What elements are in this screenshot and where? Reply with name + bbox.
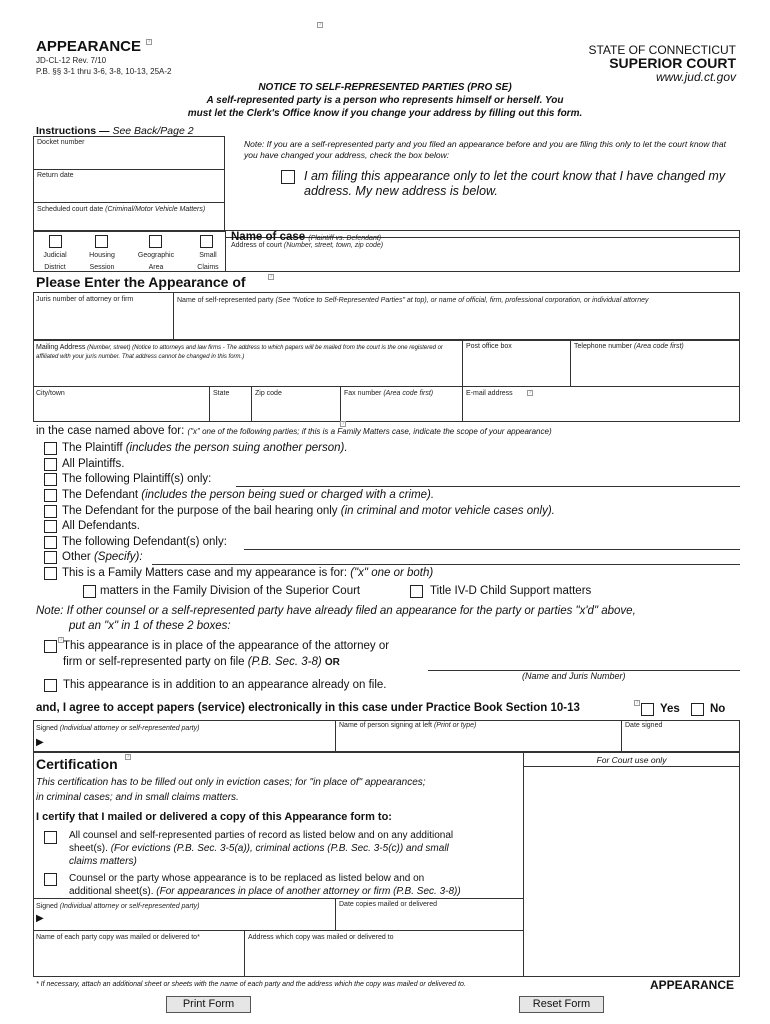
certification-heading: Certification bbox=[36, 756, 118, 772]
title-iv-label: Title IV-D Child Support matters bbox=[430, 585, 592, 597]
option-label: The following Plaintiff(s) only: bbox=[62, 473, 212, 485]
juris-number-field[interactable]: Juris number of attorney or firm bbox=[36, 296, 134, 303]
pointer-icon: ▶ bbox=[36, 737, 44, 748]
divider bbox=[523, 752, 524, 977]
divider bbox=[244, 930, 245, 977]
help-icon[interactable]: ? bbox=[318, 22, 322, 28]
help-icon[interactable]: ? bbox=[147, 39, 151, 45]
notice-title: NOTICE TO SELF-REPRESENTED PARTIES (PRO SE) bbox=[258, 82, 512, 93]
statutes: P.B. §§ 3-1 thru 3-6, 3-8, 10-13, 25A-2 bbox=[36, 67, 172, 76]
instructions-label: Instructions — bbox=[36, 125, 110, 137]
following-plaintiffs-line[interactable] bbox=[236, 486, 740, 487]
divider bbox=[33, 898, 523, 899]
electronic-yes-checkbox[interactable] bbox=[641, 703, 654, 716]
state-field[interactable]: State bbox=[213, 390, 230, 397]
following-defendants-checkbox[interactable] bbox=[44, 536, 57, 549]
other-checkbox[interactable] bbox=[44, 551, 57, 564]
mailing-address-field[interactable]: Mailing Address (Number, street) (Notice to attorneys and law firms - The address to which papers will be mailed from the court is the one registered or affiliated with your juris number. That address cannot be changed in this form.) bbox=[36, 344, 443, 360]
notice-line1: A self-represented party is a person who represents himself or herself. You bbox=[206, 95, 564, 106]
po-box-field[interactable]: Post office box bbox=[466, 343, 512, 350]
divider bbox=[251, 386, 252, 422]
scheduled-court-date-label: Scheduled court date (Criminal/Motor Vehicle Matters) bbox=[37, 206, 206, 213]
divider bbox=[33, 930, 523, 931]
help-icon[interactable]: ? bbox=[528, 390, 532, 396]
option-label: The Defendant (includes the person being sued or charged with a crime). bbox=[62, 489, 435, 501]
email-field[interactable]: E-mail address bbox=[466, 390, 513, 397]
address-change-line1: I am filing this appearance only to let the court know that I have changed my bbox=[304, 169, 726, 183]
defendant-checkbox[interactable] bbox=[44, 489, 57, 502]
court-type-label: Small Claims bbox=[197, 252, 219, 271]
cert-intro-line2: in criminal cases; and in small claims matters. bbox=[36, 792, 239, 803]
cert-signed-field[interactable]: Signed (Individual attorney or self-represented party) bbox=[36, 903, 200, 910]
option-label: All Plaintiffs. bbox=[62, 458, 125, 470]
help-icon[interactable]: ? bbox=[126, 754, 130, 760]
docket-number-field[interactable] bbox=[33, 136, 225, 170]
note-line1: Note: If other counsel or a self-represented party have already filed an appearance for the party or parties "x'd" above, bbox=[36, 605, 636, 617]
help-icon[interactable]: ? bbox=[635, 700, 639, 706]
zip-field[interactable]: Zip code bbox=[255, 390, 282, 397]
judicial-district-checkbox[interactable] bbox=[49, 235, 62, 248]
form-number: JD-CL-12 Rev. 7/10 bbox=[36, 56, 107, 65]
divider bbox=[173, 292, 174, 340]
date-signed-field[interactable]: Date signed bbox=[625, 722, 663, 729]
pointer-icon: ▶ bbox=[36, 913, 44, 924]
court-use-label: For Court use only bbox=[596, 755, 667, 765]
return-date-field[interactable] bbox=[33, 169, 225, 203]
yes-label: Yes bbox=[660, 703, 680, 715]
court-type-label: Judicial District bbox=[43, 252, 67, 271]
divider bbox=[340, 386, 341, 422]
self-represented-name-field[interactable]: Name of self-represented party (See "Notice to Self-Represented Parties" at top), or name of official, firm, professional corporation, or individual attorney bbox=[177, 297, 649, 304]
divider bbox=[209, 386, 210, 422]
notice-line2: must let the Clerk's Office know if you change your address by filling out this form. bbox=[187, 108, 583, 119]
divider bbox=[462, 386, 463, 422]
scheduled-court-date-field[interactable] bbox=[33, 202, 225, 232]
cert-counsel-replaced-checkbox[interactable] bbox=[44, 873, 57, 886]
plaintiff-checkbox[interactable] bbox=[44, 442, 57, 455]
address-change-note: Note: If you are a self-represented party and you filed an appearance before and you are filing this only to let the court know that you have changed your address, check the box below: bbox=[244, 139, 726, 160]
appearance-heading: Please Enter the Appearance of bbox=[36, 274, 246, 290]
no-label: No bbox=[710, 703, 726, 715]
form-title: APPEARANCE bbox=[36, 38, 142, 55]
case-for-lead: in the case named above for: ("x" one of the following parties; if this is a Family Matters case, indicate the scope of your appearance) bbox=[36, 425, 552, 437]
option-label: The following Defendant(s) only: bbox=[62, 536, 227, 548]
city-field[interactable]: City/town bbox=[36, 390, 65, 397]
cert-opt2: Counsel or the party whose appearance is to be replaced as listed below and on additional sheet(s). (For appearances in place of another attorney or firm (P.B. Sec. 3-8)) bbox=[69, 873, 461, 897]
docket-number-label: Docket number bbox=[37, 139, 85, 146]
cert-all-counsel-checkbox[interactable] bbox=[44, 831, 57, 844]
print-form-button[interactable]: Print Form bbox=[166, 996, 251, 1013]
footer-title: APPEARANCE bbox=[649, 978, 734, 992]
footnote: * If necessary, attach an additional sheet or sheets with the name of each party and the address which the copy was mailed or delivered to. bbox=[36, 981, 466, 988]
family-division-checkbox[interactable] bbox=[83, 585, 96, 598]
title-iv-checkbox[interactable] bbox=[410, 585, 423, 598]
all-defendants-checkbox[interactable] bbox=[44, 520, 57, 533]
electronic-no-checkbox[interactable] bbox=[691, 703, 704, 716]
geographic-area-checkbox[interactable] bbox=[149, 235, 162, 248]
in-addition-label: This appearance is in addition to an appearance already on file. bbox=[63, 679, 387, 691]
in-place-line1: This appearance is in place of the appearance of the attorney or bbox=[63, 640, 390, 652]
date-copies-field[interactable]: Date copies mailed or delivered bbox=[339, 901, 438, 908]
in-place-line2: firm or self-represented party on file (P.B. Sec. 3-8) OR bbox=[63, 656, 340, 668]
name-of-case-label: Name of case bbox=[231, 231, 306, 243]
help-icon[interactable]: ? bbox=[59, 637, 63, 643]
certify-label: I certify that I mailed or delivered a copy of this Appearance form to: bbox=[36, 811, 392, 823]
address-change-checkbox[interactable] bbox=[281, 170, 295, 184]
return-date-label: Return date bbox=[37, 172, 74, 179]
cert-intro-line1: This certification has to be filled out only in eviction cases; for "in place of" appearances; bbox=[36, 777, 426, 788]
option-label: This is a Family Matters case and my appearance is for: ("x" one or both) bbox=[62, 567, 434, 579]
fax-field[interactable]: Fax number (Area code first) bbox=[344, 390, 434, 397]
family-division-label: matters in the Family Division of the Superior Court bbox=[100, 585, 361, 597]
divider bbox=[462, 340, 463, 387]
housing-session-checkbox[interactable] bbox=[95, 235, 108, 248]
in-place-checkbox[interactable] bbox=[44, 640, 57, 653]
court-type-label: Housing Session bbox=[89, 252, 115, 271]
court-label: SUPERIOR COURT bbox=[609, 55, 736, 71]
defendant-bail-checkbox[interactable] bbox=[44, 505, 57, 518]
following-plaintiffs-checkbox[interactable] bbox=[44, 473, 57, 486]
option-label: The Defendant for the purpose of the bail hearing only (in criminal and motor vehicle cases only). bbox=[62, 505, 555, 517]
family-matters-checkbox[interactable] bbox=[44, 567, 57, 580]
state-label: STATE OF CONNECTICUT bbox=[588, 43, 736, 57]
reset-form-button[interactable]: Reset Form bbox=[519, 996, 604, 1013]
name-juris-label: (Name and Juris Number) bbox=[522, 671, 626, 681]
other-specify-line[interactable] bbox=[152, 564, 740, 565]
name-signing-field[interactable]: Name of person signing at left (Print or type) bbox=[339, 722, 477, 729]
help-icon[interactable]: ? bbox=[341, 421, 345, 427]
small-claims-checkbox[interactable] bbox=[200, 235, 213, 248]
option-label: All Defendants. bbox=[62, 520, 140, 532]
all-plaintiffs-checkbox[interactable] bbox=[44, 458, 57, 471]
address-of-court-label[interactable]: Address of court (Number, street, town, zip code) bbox=[231, 242, 384, 249]
option-label: Other (Specify): bbox=[62, 551, 143, 563]
help-icon[interactable]: ? bbox=[269, 274, 273, 280]
name-of-case-note: (Plaintiff vs. Defendant) bbox=[308, 235, 382, 242]
divider bbox=[335, 898, 336, 930]
court-type-label: Geographic Area bbox=[137, 252, 175, 271]
note-line2: put an "x" in 1 of these 2 boxes: bbox=[69, 620, 231, 632]
divider bbox=[570, 340, 571, 387]
address-change-line2: address. My new address is below. bbox=[304, 184, 498, 198]
telephone-field[interactable]: Telephone number (Area code first) bbox=[574, 343, 684, 350]
instructions-see[interactable]: See Back/Page 2 bbox=[112, 125, 194, 137]
in-addition-checkbox[interactable] bbox=[44, 679, 57, 692]
option-label: The Plaintiff (includes the person suing another person). bbox=[62, 442, 348, 454]
address-each-party-field[interactable]: Address which copy was mailed or delivered to bbox=[248, 934, 394, 941]
divider bbox=[621, 720, 622, 752]
cert-opt1: All counsel and self-represented parties of record as listed below and on any additional sheet(s). (For evictions (P.B. Sec. 3-5(a)), criminal actions (P.B. Sec. 3-5(c)) and small claims matters) bbox=[69, 830, 454, 867]
divider bbox=[335, 720, 336, 752]
website: www.jud.ct.gov bbox=[655, 70, 736, 84]
following-defendants-line[interactable] bbox=[244, 549, 740, 550]
divider bbox=[523, 766, 740, 767]
signed-field[interactable]: Signed (Individual attorney or self-represented party) bbox=[36, 725, 200, 732]
name-each-party-field[interactable]: Name of each party copy was mailed or delivered to* bbox=[36, 934, 200, 941]
electronic-service-label: and, I agree to accept papers (service) electronically in this case under Practice Book Section 10-13 bbox=[36, 702, 580, 714]
